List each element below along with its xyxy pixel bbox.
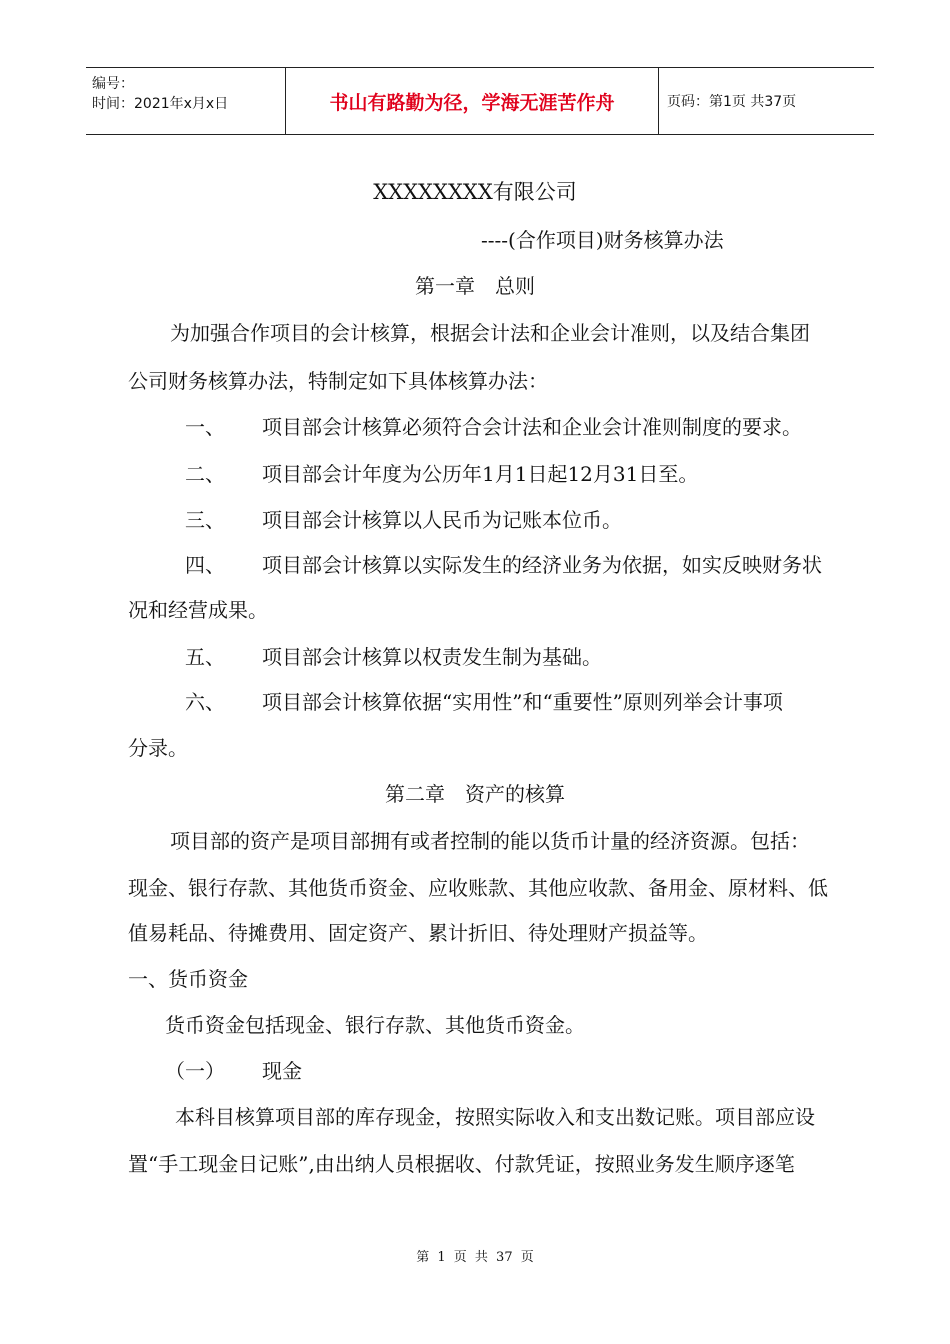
item-1-text: 项目部会计核算必须符合会计法和企业会计准则制度的要求。 bbox=[262, 415, 802, 439]
chapter-1-heading: 第一章 总则 bbox=[415, 274, 535, 298]
item-4-continuation: 况和经营成果。 bbox=[128, 598, 268, 622]
page-footer: 第 1 页 共 37 页 bbox=[416, 1250, 534, 1265]
intro-line-1: 为加强合作项目的会计核算，根据会计法和企业会计准则，以及结合集团 bbox=[170, 321, 810, 345]
assets-line-1: 项目部的资产是项目部拥有或者控制的能以货币计量的经济资源。包括： bbox=[170, 829, 810, 853]
section-1-heading: 一、货币资金 bbox=[128, 967, 248, 991]
item-6-continuation: 分录。 bbox=[128, 736, 188, 760]
header-meta bbox=[86, 68, 286, 134]
item-6-text: 项目部会计核算依据“实用性”和“重要性”原则列举会计事项 bbox=[262, 690, 783, 714]
item-6-number: 六、 bbox=[185, 690, 225, 714]
subsection-1-title: 现金 bbox=[262, 1059, 302, 1083]
item-5-text: 项目部会计核算以权责发生制为基础。 bbox=[262, 645, 602, 669]
doc-subtitle: ----(合作项目)财务核算办法 bbox=[481, 228, 724, 252]
serial-label: 编号： bbox=[92, 76, 134, 92]
chapter-2-heading: 第二章 资产的核算 bbox=[385, 782, 565, 806]
company-title: XXXXXXXX有限公司 bbox=[373, 180, 577, 204]
item-2-text: 项目部会计年度为公历年1月1日起12月31日至。 bbox=[262, 462, 699, 486]
header-motto: 书山有路勤为径，学海无涯苦作舟 bbox=[286, 68, 659, 134]
item-3-text: 项目部会计核算以人民币为记账本位币。 bbox=[262, 508, 622, 532]
item-4-text: 项目部会计核算以实际发生的经济业务为依据，如实反映财务状 bbox=[262, 553, 822, 577]
time-label: 时间：2021年x月x日 bbox=[92, 96, 229, 112]
item-4-number: 四、 bbox=[185, 553, 225, 577]
assets-line-3: 值易耗品、待摊费用、固定资产、累计折旧、待处理财产损益等。 bbox=[128, 921, 708, 945]
assets-line-2: 现金、银行存款、其他货币资金、应收账款、其他应收款、备用金、原材料、低 bbox=[128, 876, 828, 900]
intro-line-2: 公司财务核算办法，特制定如下具体核算办法： bbox=[128, 369, 548, 393]
item-5-number: 五、 bbox=[185, 645, 225, 669]
page-header bbox=[86, 67, 874, 135]
item-3-number: 三、 bbox=[185, 508, 225, 532]
cash-line-1: 本科目核算项目部的库存现金，按照实际收入和支出数记账。项目部应设 bbox=[175, 1105, 815, 1129]
money-description: 货币资金包括现金、银行存款、其他货币资金。 bbox=[165, 1013, 585, 1037]
item-2-number: 二、 bbox=[185, 462, 225, 486]
header-page-info: 页码：第1页 共37页 bbox=[667, 94, 797, 110]
item-1-number: 一、 bbox=[185, 415, 225, 439]
cash-line-2: 置“手工现金日记账”,由出纳人员根据收、付款凭证，按照业务发生顺序逐笔 bbox=[128, 1152, 795, 1176]
subsection-1-number: （一） bbox=[165, 1059, 225, 1083]
